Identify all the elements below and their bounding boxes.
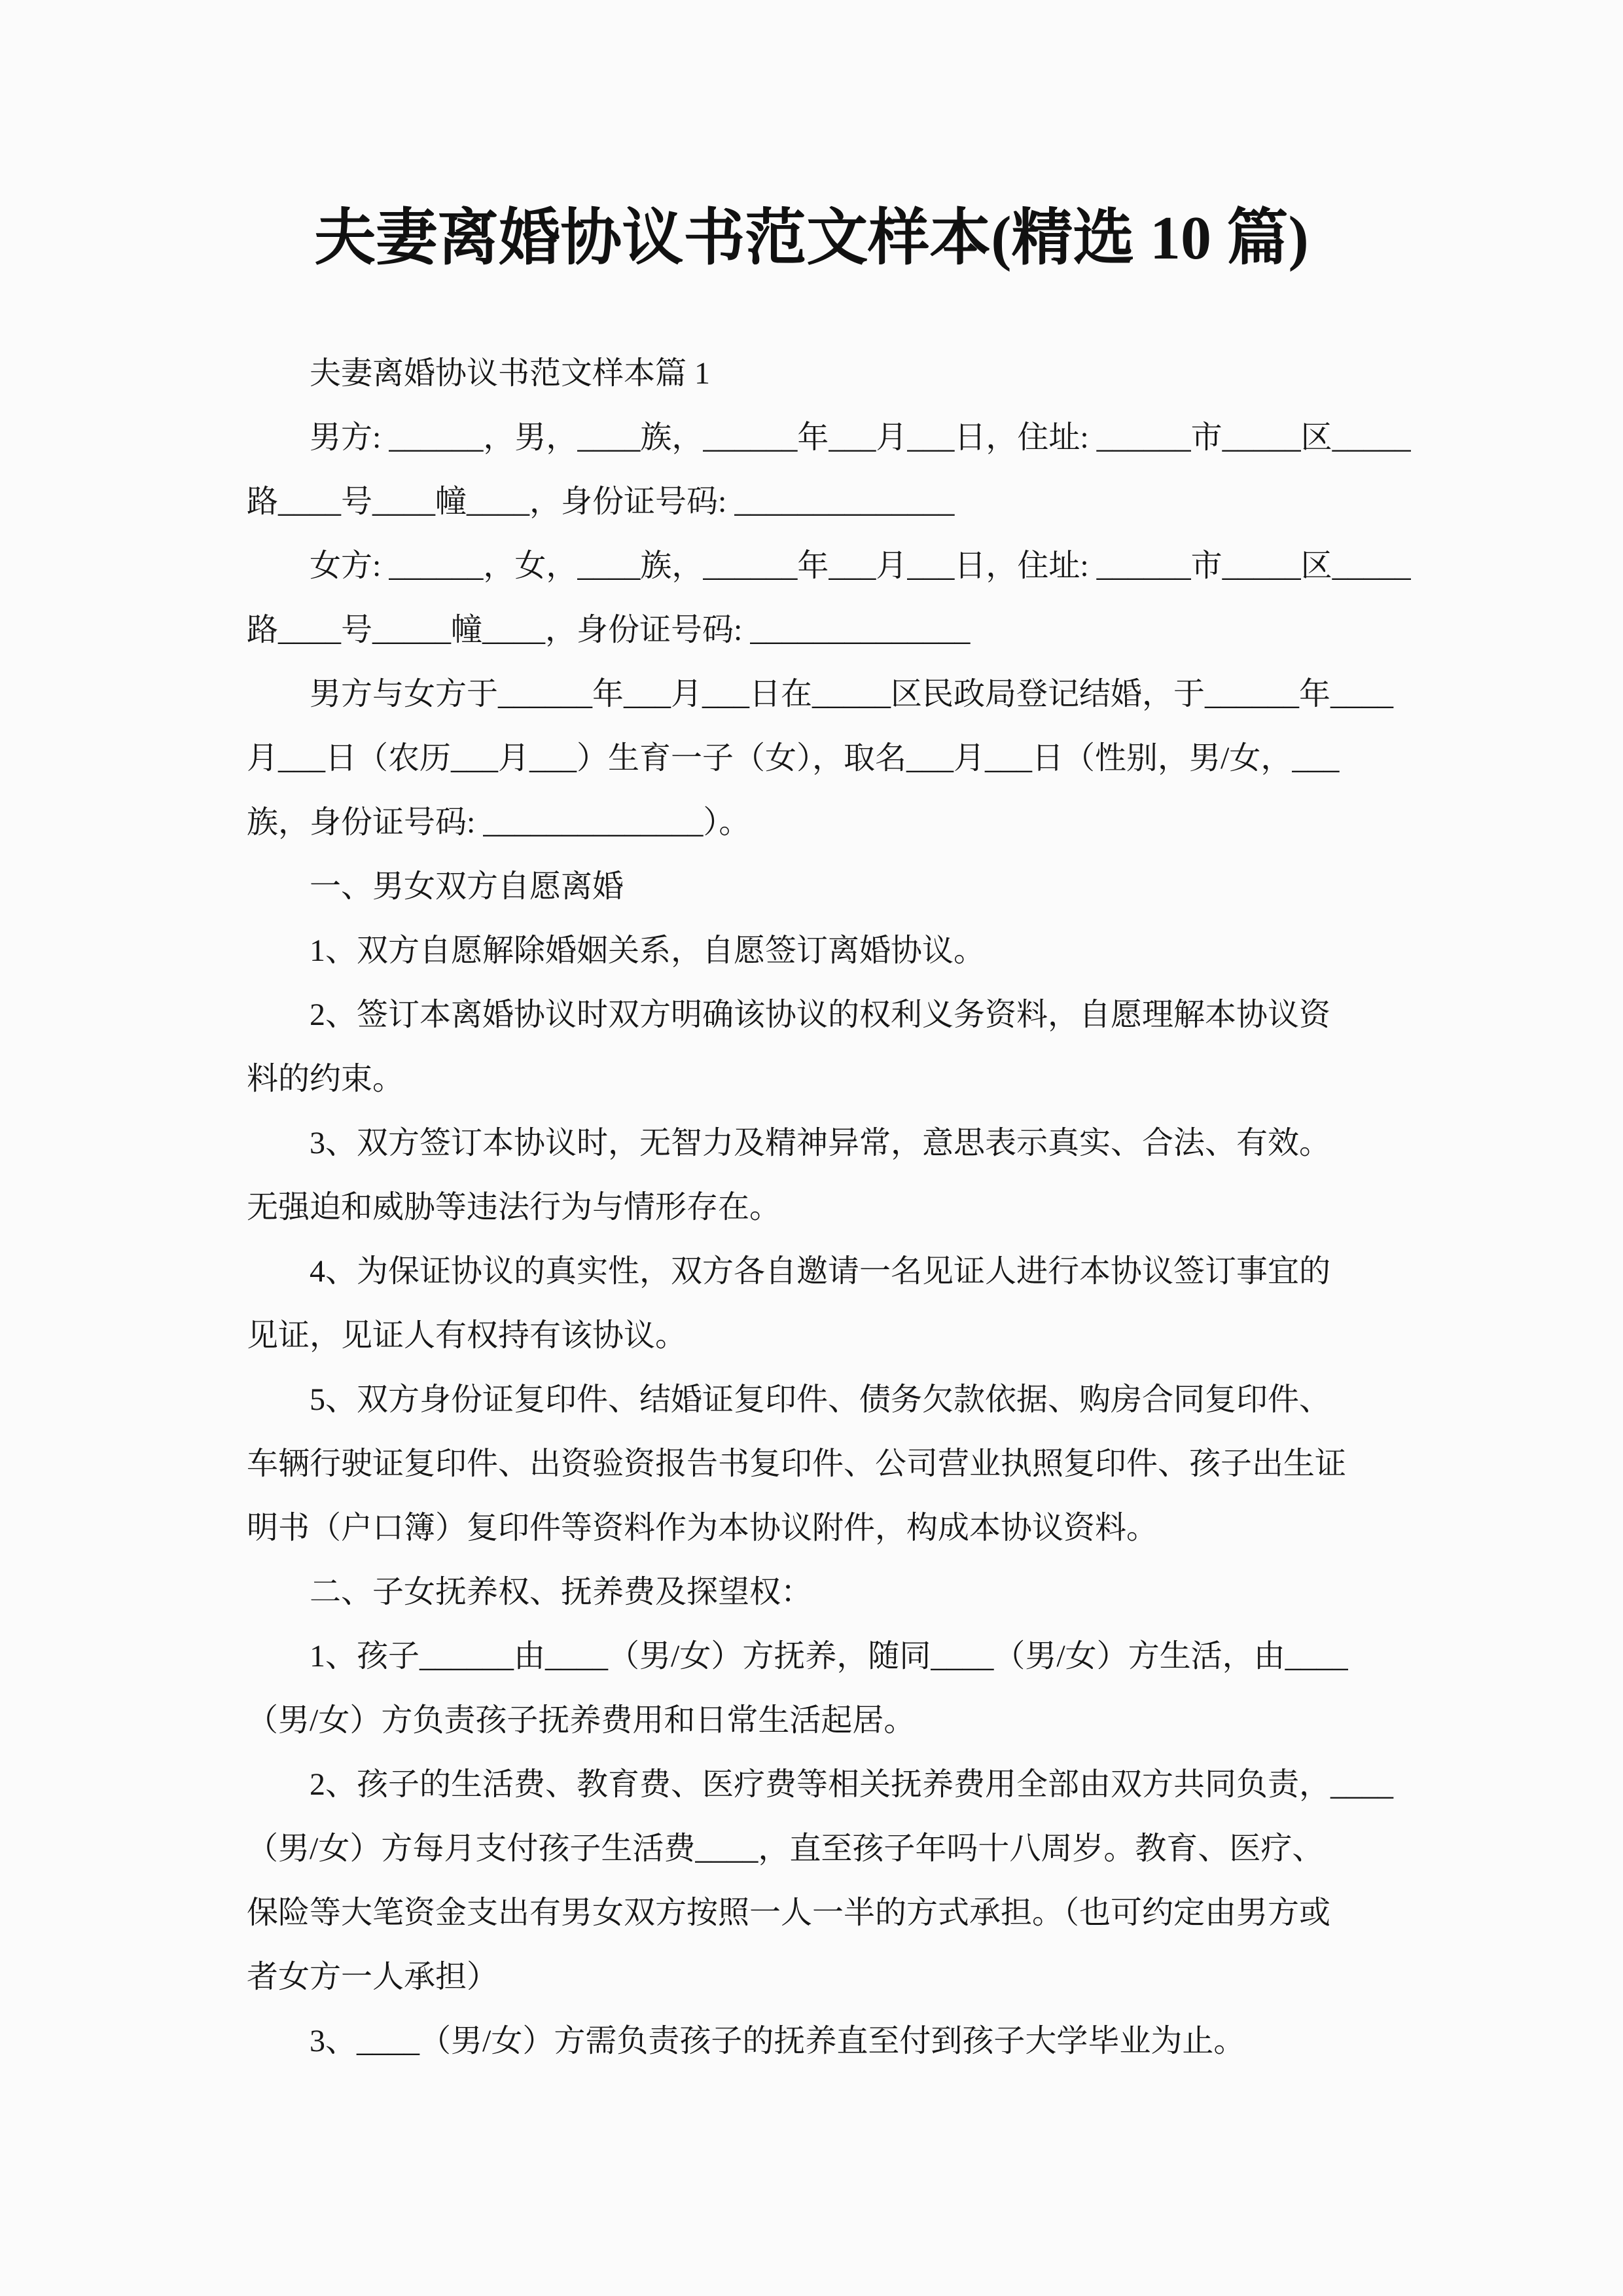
text-line: 男方与女方于______年___月___日在_____区民政局登记结婚，于______年____ [310,677,1394,711]
text-line: 5、双方身份证复印件、结婚证复印件、债务欠款依据、购房合同复印件、 [310,1382,1331,1417]
text-line: 料的约束。 [247,1062,404,1096]
text-line: 二、子女抚养权、抚养费及探望权： [310,1575,813,1609]
text-line: 2、签订本离婚协议时双方明确该协议的权利义务资料，自愿理解本协议资 [310,997,1331,1032]
text-line: 路____号_____幢____，身份证号码: ______________ [247,613,971,647]
text-line: 月___日（农历___月___）生育一子（女），取名___月___日（性别，男/女，___ [247,741,1340,776]
text-line: 明书（户口簿）复印件等资料作为本协议附件，构成本协议资料。 [247,1511,1158,1545]
page-title: 夫妻离婚协议书范文样本(精选 10 篇) [314,204,1309,272]
text-line: 见证，见证人有权持有该协议。 [247,1318,687,1353]
text-line: 夫妻离婚协议书范文样本篇 1 [310,356,711,391]
text-line: （男/女）方负责孩子抚养费用和日常生活起居。 [247,1703,916,1738]
text-line: （男/女）方每月支付孩子生活费____，直至孩子年吗十八周岁。教育、医疗、 [247,1831,1324,1866]
text-line: 3、____（男/女）方需负责孩子的抚养直至付到孩子大学毕业为止。 [310,2024,1245,2058]
text-line: 4、为保证协议的真实性，双方各自邀请一名见证人进行本协议签订事宜的 [310,1254,1331,1289]
text-line: 1、孩子______由____（男/女）方抚养，随同____（男/女）方生活，由____ [310,1639,1348,1674]
text-line: 男方: ______，男，____族，______年___月___日，住址: ______市_____区_____ [310,420,1411,455]
document-body [247,342,1411,2073]
text-line: 一、男女双方自愿离婚 [310,869,624,904]
text-line: 无强迫和威胁等违法行为与情形存在。 [247,1190,781,1225]
text-line: 者女方一人承担） [247,1960,499,1994]
text-line: 女方: ______，女，____族，______年___月___日，住址: ______市_____区_____ [310,548,1411,583]
text-line: 车辆行驶证复印件、出资验资报告书复印件、公司营业执照复印件、孩子出生证 [247,1446,1347,1481]
text-line: 路____号____幢____，身份证号码: ______________ [247,484,955,519]
text-line: 保险等大笔资金支出有男女双方按照一人一半的方式承担。（也可约定由男方或 [247,1895,1331,1930]
text-line: 2、孩子的生活费、教育费、医疗费等相关抚养费用全部由双方共同负责，____ [310,1767,1394,1802]
text-line: 族，身份证号码: ______________）。 [247,805,751,840]
text-line: 1、双方自愿解除婚姻关系，自愿签订离婚协议。 [310,933,986,968]
text-line: 3、双方签订本协议时，无智力及精神异常，意思表示真实、合法、有效。 [310,1126,1331,1160]
